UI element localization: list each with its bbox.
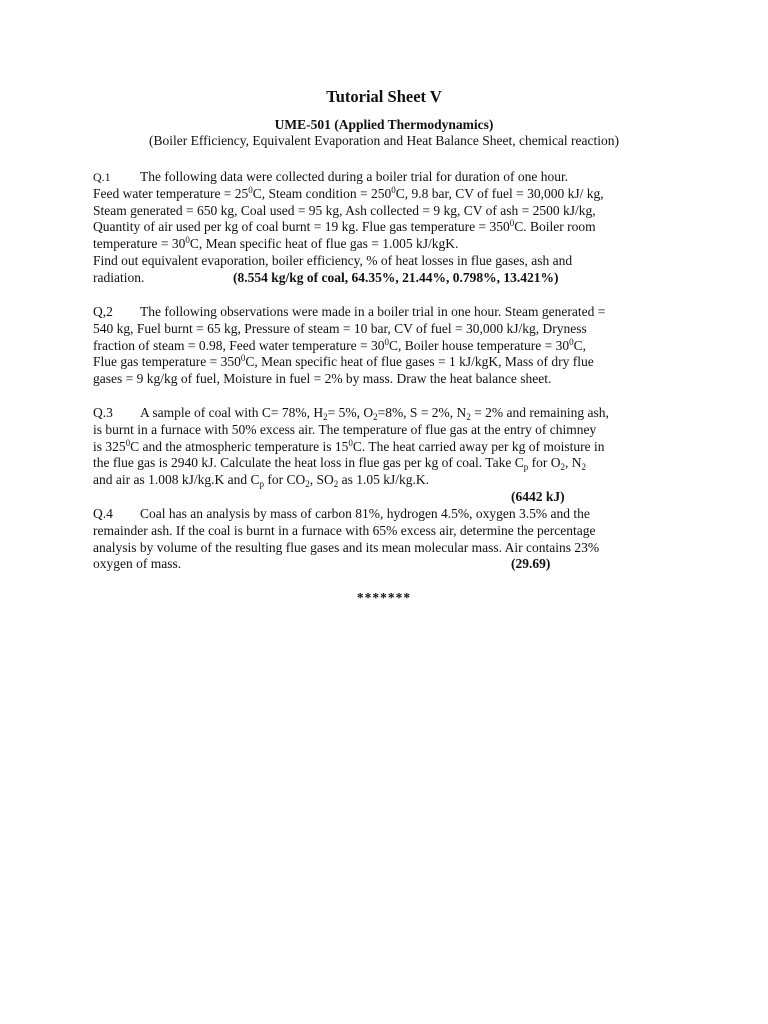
q2-line: The following observations were made in a boiler trial in one hour. Steam generated = [140,304,606,319]
degree-sup: 0 [248,184,253,195]
subscript: 2 [581,462,586,473]
q3-line: is 325 [93,438,126,454]
q3-line: for CO [263,472,306,488]
subscript: 2 [305,479,310,490]
q2-line: C, Boiler house temperature = 30 [389,337,570,353]
q4-answer: (29.69) [511,556,551,572]
q4-line: analysis by volume of the resulting flue gases and its mean molecular mass. Air contains 23% [93,539,600,555]
q1-line: C, 9.8 bar, CV of fuel = 30,000 kJ/ kg, [395,185,604,201]
topic-subtitle: (Boiler Efficiency, Equivalent Evaporation and Heat Balance Sheet, chemical reaction) [148,133,620,148]
degree-sup: 0 [185,235,190,246]
question-1 [93,169,674,287]
q1-line: Quantity of air used per kg of coal burnt = 19 kg. Flue gas temperature = 350 [93,219,510,235]
q2-line: C, [573,337,586,353]
q2-line: Flue gas temperature = 350 [93,354,241,370]
q1-line: temperature = 30 [93,236,186,252]
q3-line: is burnt in a furnace with 50% excess air. The temperature of flue gas at the entry of chimney [93,421,597,437]
q3-line: A sample of coal with C= 78%, H [140,405,324,420]
q2-line: gases = 9 kg/kg of fuel, Moisture in fuel = 2% by mass. Draw the heat balance sheet. [93,371,552,387]
subscript: 2 [373,412,378,422]
course-code: UME-501 (Applied Thermodynamics) [274,117,494,132]
q1-line: radiation. [93,269,145,285]
q1-line: Steam generated = 650 kg, Coal used = 95 kg, Ash collected = 9 kg, CV of ash = 2500 kJ/kg, [93,202,596,218]
q1-line: Find out equivalent evaporation, boiler efficiency, % of heat losses in flue gases, ash and [93,252,573,268]
q3-line: , SO [309,472,334,488]
subscript: 2 [466,412,471,422]
q1-line: C. Boiler room [514,219,596,235]
degree-sup: 0 [348,437,353,448]
q1-line: C, Steam condition = 250 [252,185,392,201]
page-title: Tutorial Sheet V [326,87,442,106]
q3-line: = 5%, O [327,405,374,420]
q3-line: and air as 1.008 kJ/kg.K and C [93,472,260,488]
question-number: Q.1 [93,170,111,184]
degree-sup: 0 [125,437,131,448]
q3-line: for O [528,455,561,471]
question-number: Q,2 [93,304,113,319]
subscript: 2 [323,412,328,422]
degree-sup: 0 [391,184,396,195]
q3-line: = 2% and remaining ash, [470,405,609,420]
question-4 [93,506,674,573]
q1-line: The following data were collected during a boiler trial for duration of one hour. [140,169,569,184]
q4-line: remainder ash. If the coal is burnt in a furnace with 65% excess air, determine the percentage [93,522,596,538]
question-2 [93,304,674,388]
q3-line: C and the atmospheric temperature is 15 [130,438,349,454]
q1-line: Feed water temperature = 25 [93,185,249,201]
q2-line: C, Mean specific heat of flue gases = 1 kJ/kgK, Mass of dry flue [245,354,594,370]
subscript: 2 [333,479,339,490]
q3-line: as 1.05 kJ/kg.K. [338,472,429,488]
subscript: p [523,462,529,473]
subscript: p [259,479,264,490]
q4-line: oxygen of mass. [93,556,182,572]
degree-sup: 0 [569,336,574,347]
q2-line: 540 kg, Fuel burnt = 65 kg, Pressure of steam = 10 bar, CV of fuel = 30,000 kJ/kg, Dryness [93,320,587,336]
q3-line: =8%, S = 2%, N [377,405,467,420]
q3-answer: (6442 kJ) [511,488,565,504]
subscript: 2 [560,462,565,473]
q1-line: C, Mean specific heat of flue gas = 1.005 kJ/kgK. [189,236,459,252]
q3-line: the flue gas is 2940 kJ. Calculate the heat loss in flue gas per kg of coal. Take C [93,455,524,471]
q3-line: , N [564,455,582,471]
end-mark: ******* [356,590,412,605]
q3-line: C. The heat carried away per kg of moisture in [352,438,605,454]
question-3 [93,405,674,506]
degree-sup: 0 [509,218,515,229]
question-number: Q.4 [93,506,113,521]
q2-line: fraction of steam = 0.98, Feed water temperature = 30 [93,337,385,353]
degree-sup: 0 [240,353,246,364]
q4-line: Coal has an analysis by mass of carbon 81%, hydrogen 4.5%, oxygen 3.5% and the [140,506,590,521]
degree-sup: 0 [384,336,389,347]
q1-answer: (8.554 kg/kg of coal, 64.35%, 21.44%, 0.798%, 13.421%) [233,269,559,285]
question-number: Q.3 [93,405,113,420]
